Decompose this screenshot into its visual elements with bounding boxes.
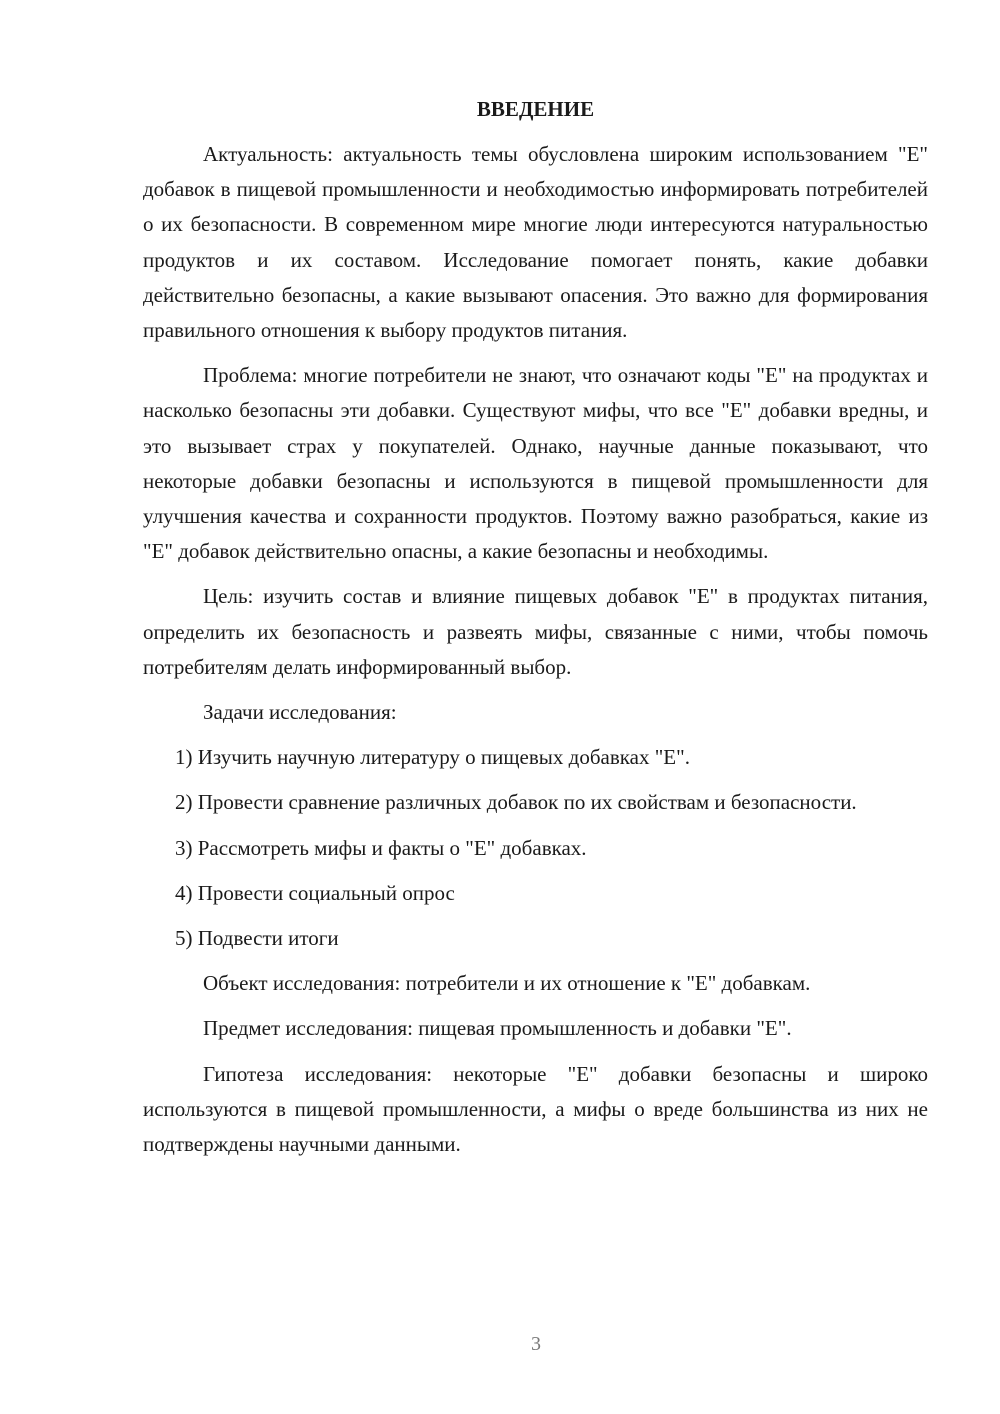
list-item: 4) Провести социальный опрос bbox=[175, 880, 455, 905]
task-list bbox=[143, 740, 928, 956]
list-item: 1) Изучить научную литературу о пищевых добавках "E". bbox=[175, 745, 690, 770]
section-heading: ВВЕДЕНИЕ bbox=[476, 97, 595, 121]
page-number: 3 bbox=[531, 1333, 541, 1355]
document-page bbox=[143, 92, 928, 1162]
tasks-heading: Задачи исследования: bbox=[203, 700, 397, 725]
problem-paragraph: Проблема: многие потребители не знают, что означают коды "E" на продуктах и насколько безопасны эти добавки. Существуют мифы, что все "E" добавки вредны, и это вызывает страх у покупателей. Однако, научные данные показывают, что некоторые добавки безопасны и используются в пищевой промышленности для улучшения качества и сохранности продуктов. Поэтому важно разобраться, какие из "E" добавок действительно опасны, а какие безопасны и необходимы. bbox=[143, 363, 928, 564]
list-item: 2) Провести сравнение различных добавок по их свойствам и безопасности. bbox=[175, 790, 857, 815]
list-item: 3) Рассмотреть мифы и факты о "E" добавках. bbox=[175, 835, 587, 860]
list-item: 5) Подвести итоги bbox=[175, 926, 339, 951]
hypothesis-paragraph: Гипотеза исследования: некоторые "E" добавки безопасны и широко используются в пищевой промышленности, а мифы о вреде большинства из них не подтверждены научными данными. bbox=[143, 1061, 928, 1157]
relevance-paragraph: Актуальность: актуальность темы обусловлена широким использованием "E" добавок в пищевой промышленности и необходимостью информировать потребителей о их безопасности. В современном мире многие люди интересуются натуральностью продуктов и их составом. Исследование помогает понять, какие добавки действительно безопасны, а какие вызывают опасения. Это важно для формирования правильного отношения к выбору продуктов питания. bbox=[143, 142, 928, 343]
goal-paragraph: Цель: изучить состав и влияние пищевых добавок "E" в продуктах питания, определить их безопасность и развеять мифы, связанные с ними, чтобы помочь потребителям делать информированный выбор. bbox=[143, 584, 928, 679]
object-paragraph: Объект исследования: потребители и их отношение к "E" добавкам. bbox=[203, 971, 811, 996]
subject-paragraph: Предмет исследования: пищевая промышленность и добавки "E". bbox=[203, 1016, 792, 1041]
